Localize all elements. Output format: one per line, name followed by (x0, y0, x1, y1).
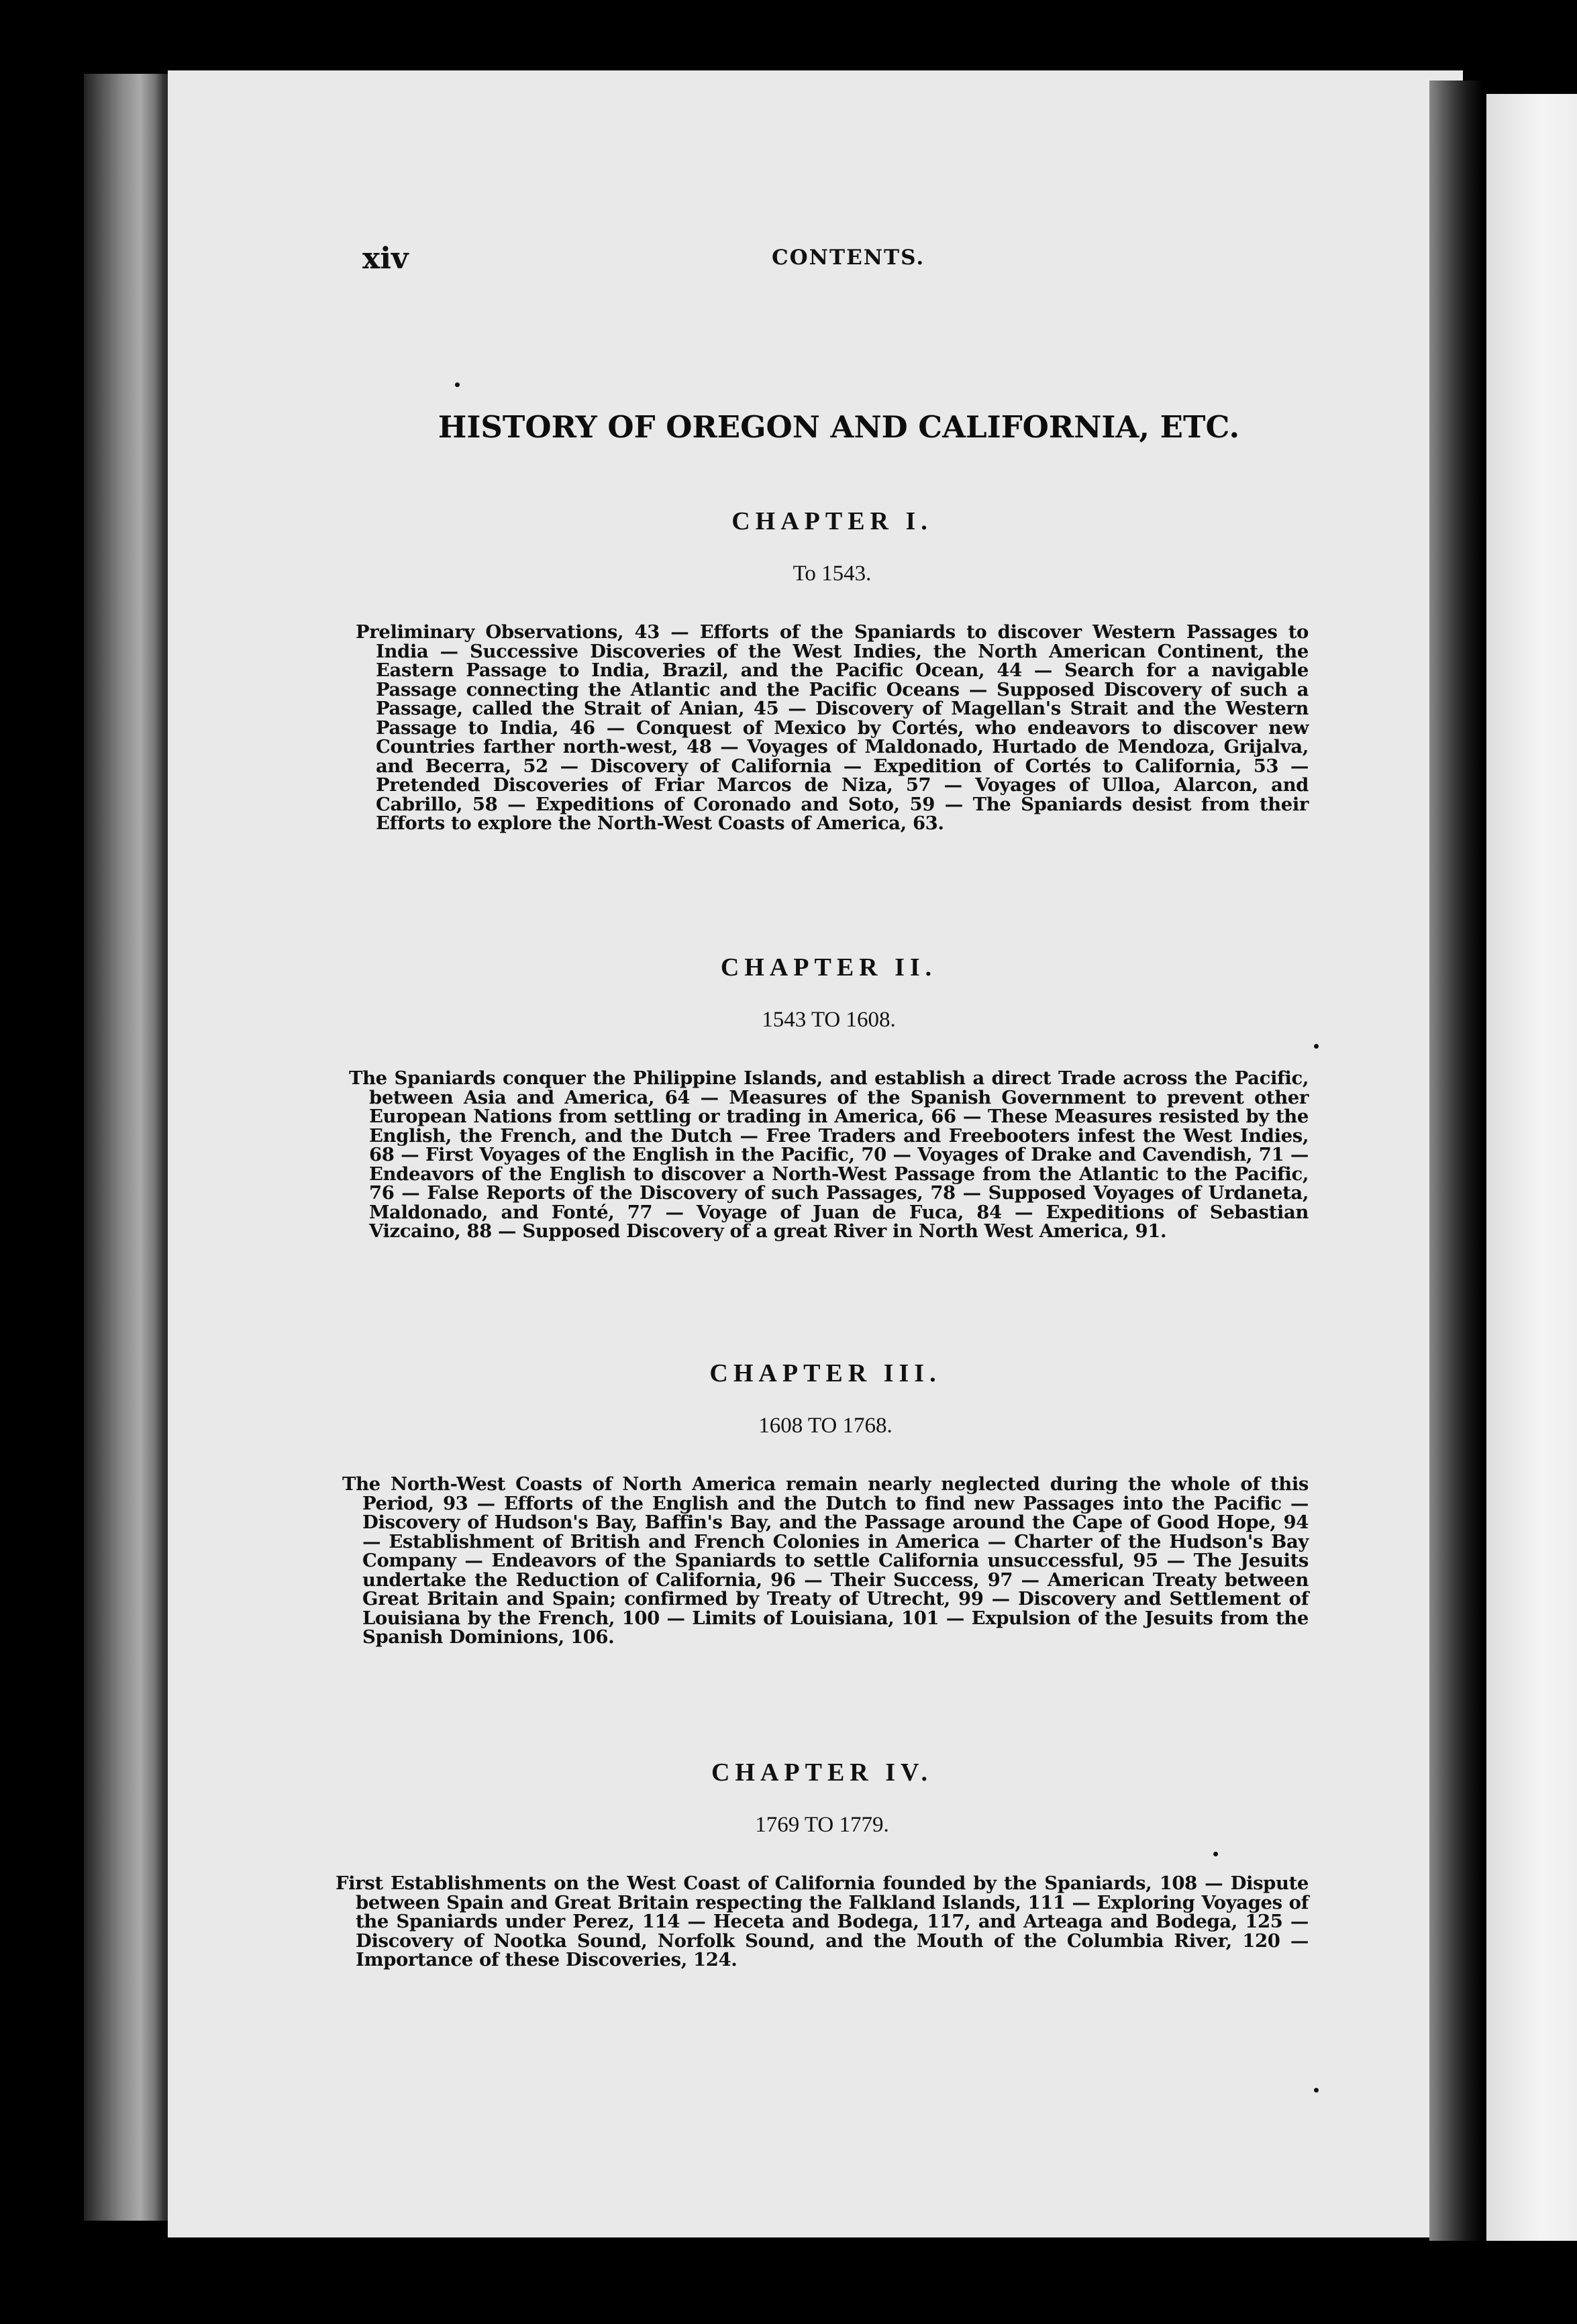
facing-page-edge (1486, 94, 1577, 2241)
chapter-section (342, 1359, 1309, 1647)
book-binding-shadow (1429, 81, 1483, 2241)
page-number: xiv (362, 242, 409, 276)
chapter-section (356, 507, 1309, 833)
chapter-dates: 1543 TO 1608. (762, 1008, 896, 1032)
chapter-heading: CHAPTER III. (709, 1359, 942, 1387)
book-left-edge (84, 74, 178, 2221)
chapter-heading: CHAPTER II. (720, 953, 937, 982)
running-title: CONTENTS. (772, 246, 925, 270)
running-head (362, 242, 1315, 275)
print-speck (1213, 1852, 1218, 1856)
chapter-section (349, 953, 1309, 1241)
chapter-summary: The Spaniards conquer the Philippine Islands, and establish a direct Trade across the Pacific, between Asia and America, 64 — Measures of the Spanish Government to prevent other European Nations from settling or trading in America, 66 — These Measures resisted by the English, the French, and the Dutch — Free Traders and Freebooters infest the West Indies, 68 — First Voyages of the English in the Pacific, 70 — Voyages of Drake and Cavendish, 71 — Endeavors of the English to discover a North-West Passage from the Atlantic to the Pacific, 76 — False Reports of the Discovery of such Passages, 78 — Supposed Voyages of Urdaneta, Maldonado, and Fonté, 77 — Voyage of Juan de Fuca, 84 — Expeditions of Sebastian Vizcaino, 88 — Supposed Discovery of a great River in North West America, 91. (349, 1067, 1309, 1242)
chapter-dates: 1608 TO 1768. (758, 1414, 893, 1438)
chapter-dates: 1769 TO 1779. (755, 1813, 889, 1837)
print-speck (1314, 1044, 1319, 1049)
chapter-heading: CHAPTER IV. (711, 1758, 933, 1787)
chapter-summary: The North-West Coasts of North America remain nearly neglected during the whole of this Period, 93 — Efforts of the English and the Dutch to find new Passages into the Pacific — Discovery of Hudson's Bay, Baffin's Bay, and the Passage around the Cape of Good Hope, 94 — Establishment of British and French Colonies in America — Charter of the Hudson's Bay Company — Endeavors of the Spaniards to settle California unsuccessful, 95 — The Jesuits undertake the Reduction of California, 96 — Their Success, 97 — American Treaty between Great Britain and Spain; confirmed by Treaty of Utrecht, 99 — Discovery and Settlement of Louisiana by the French, 100 — Limits of Louisiana, 101 — Expulsion of the Jesuits from the Spanish Dominions, 106. (342, 1473, 1309, 1648)
print-speck (1314, 2088, 1319, 2093)
chapter-dates: To 1543. (793, 562, 872, 586)
chapter-summary: First Establishments on the West Coast of California founded by the Spaniards, 108 — Dispute between Spain and Great Britain respecting the Falkland Islands, 111 — Exploring Voyages of the Spaniards under Perez, 114 — Heceta and Bodega, 117, and Arteaga and Bodega, 125 — Discovery of Nootka Sound, Norfolk Sound, and the Mouth of the Columbia River, 120 — Importance of these Discoveries, 124. (336, 1872, 1309, 1970)
print-speck (455, 382, 460, 387)
book-title: HISTORY OF OREGON AND CALIFORNIA, ETC. (438, 409, 1240, 445)
chapter-section (336, 1758, 1309, 1970)
chapter-summary: Preliminary Observations, 43 — Efforts of the Spaniards to discover Western Passages to India — Successive Discoveries of the West Indies, the North American Continent, the Eastern Passage to India, Brazil, and the Pacific Ocean, 44 — Search for a navigable Passage connecting the Atlantic and the Pacific Oceans — Supposed Discovery of such a Passage, called the Strait of Anian, 45 — Discovery of Magellan's Strait and the Western Passage to India, 46 — Conquest of Mexico by Cortés, who endeavors to discover new Countries farther north-west, 48 — Voyages of Maldonado, Hurtado de Mendoza, Grijalva, and Becerra, 52 — Discovery of California — Expedition of Cortés to California, 53 — Pretended Discoveries of Friar Marcos de Niza, 57 — Voyages of Ulloa, Alarcon, and Cabrillo, 58 — Expeditions of Coronado and Soto, 59 — The Spaniards desist from their Efforts to explore the North-West Coasts of America, 63. (356, 621, 1309, 834)
chapter-heading: CHAPTER I. (731, 507, 933, 535)
